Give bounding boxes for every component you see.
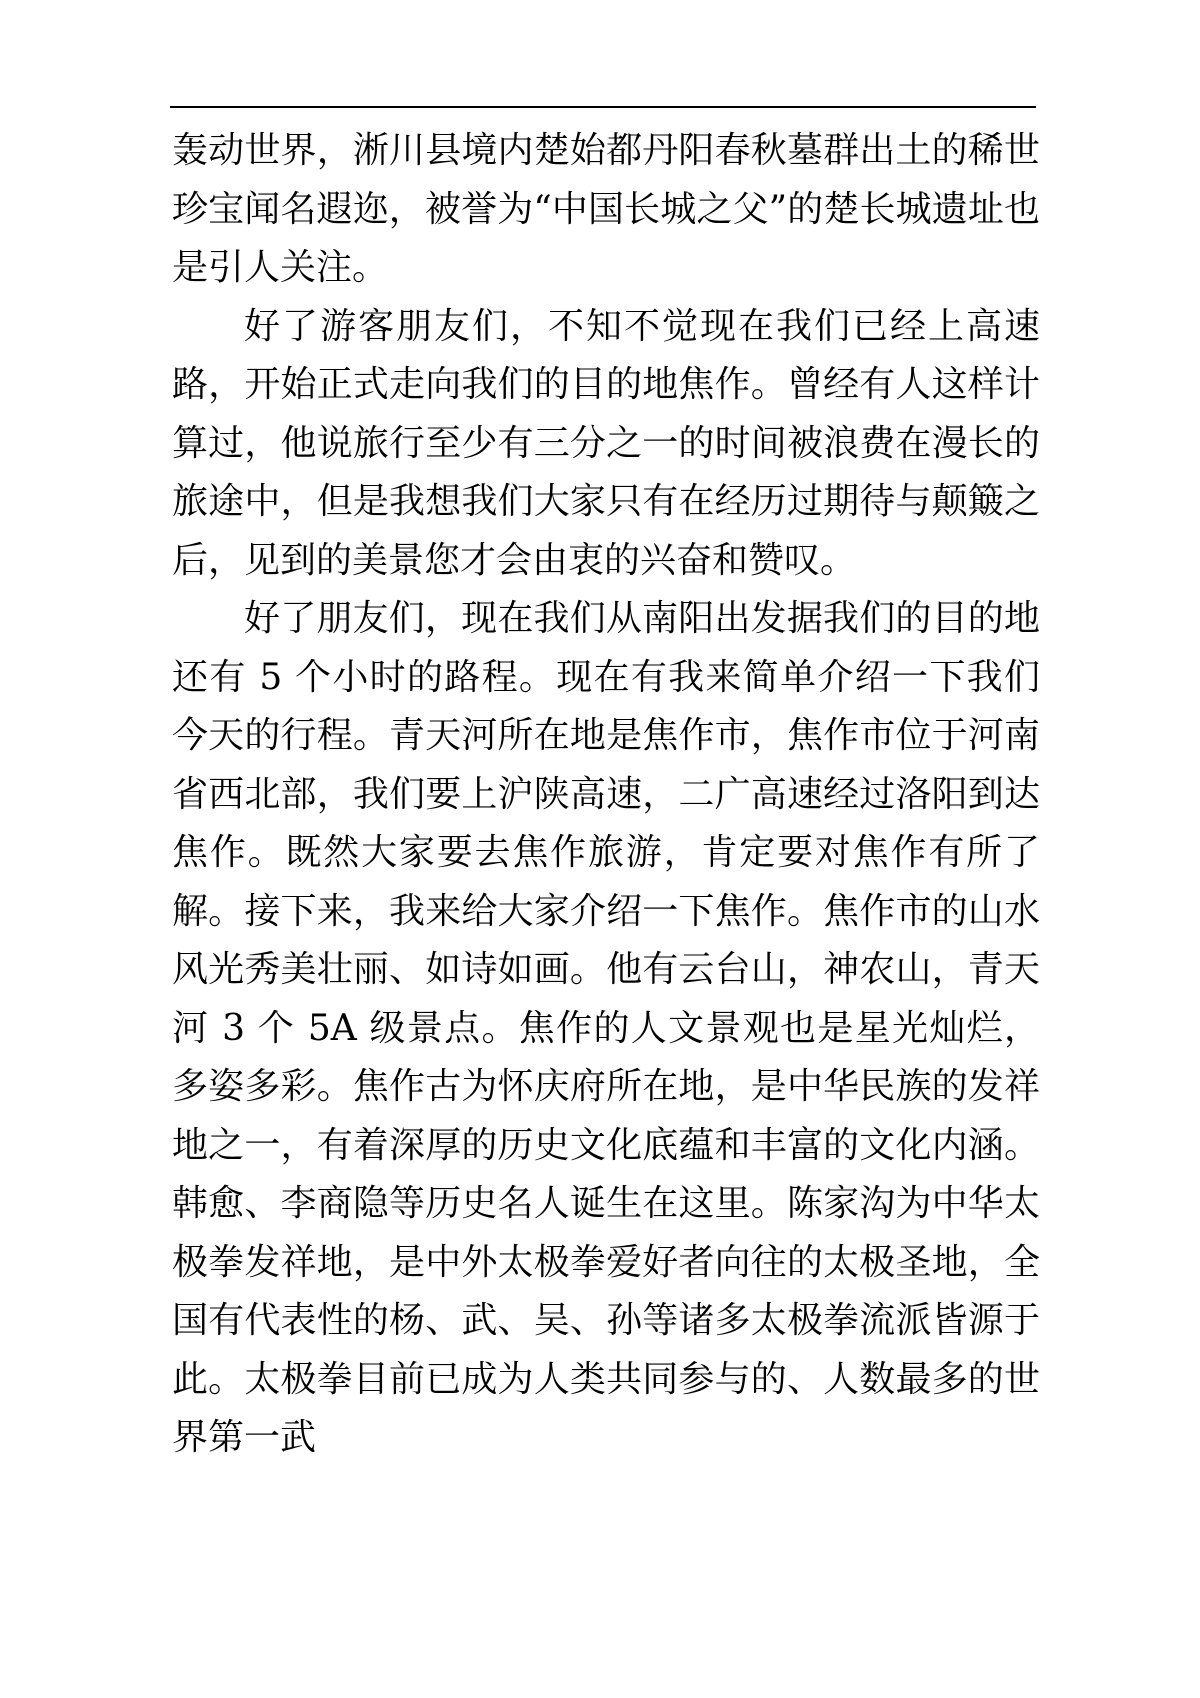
body-text (172, 122, 1040, 1468)
paragraph-2: 好了游客朋友们，不知不觉现在我们已经上高速路，开始正式走向我们的目的地焦作。曾经有人这样计算过，他说旅行至少有三分之一的时间被浪费在漫长的旅途中，但是我想我们大家只有在经历过期待与颠簸之后，见到的美景您才会由衷的兴奋和赞叹。 (172, 305, 1040, 581)
paragraph-1: 轰动世界，淅川县境内楚始都丹阳春秋墓群出土的稀世珍宝闻名遐迩，被誉为“中国长城之父”的楚长城遗址也是引人关注。 (172, 130, 1040, 288)
paragraph-3: 好了朋友们，现在我们从南阳出发据我们的目的地还有 5 个小时的路程。现在有我来简单介绍一下我们今天的行程。青天河所在地是焦作市，焦作市位于河南省西北部，我们要上沪陕高速，二广高速经过洛阳到达焦作。既然大家要去焦作旅游，肯定要对焦作有所了解。接下来，我来给大家介绍一下焦作。焦作市的山水风光秀美壮丽、如诗如画。他有云台山，神农山，青天河 3 个 5A 级景点。焦作的人文景观也是星光灿烂，多姿多彩。焦作古为怀庆府所在地，是中华民族的发祥地之一，有着深厚的历史文化底蕴和丰富的文化内涵。韩愈、李商隐等历史名人诞生在这里。陈家沟为中华太极拳发祥地，是中外太极拳爱好者向往的太极圣地，全国有代表性的杨、武、吴、孙等诸多太极拳流派皆源于此。太极拳目前已成为人类共同参与的、人数最多的世界第一武 (172, 598, 1040, 1458)
header-rule (170, 106, 1036, 108)
